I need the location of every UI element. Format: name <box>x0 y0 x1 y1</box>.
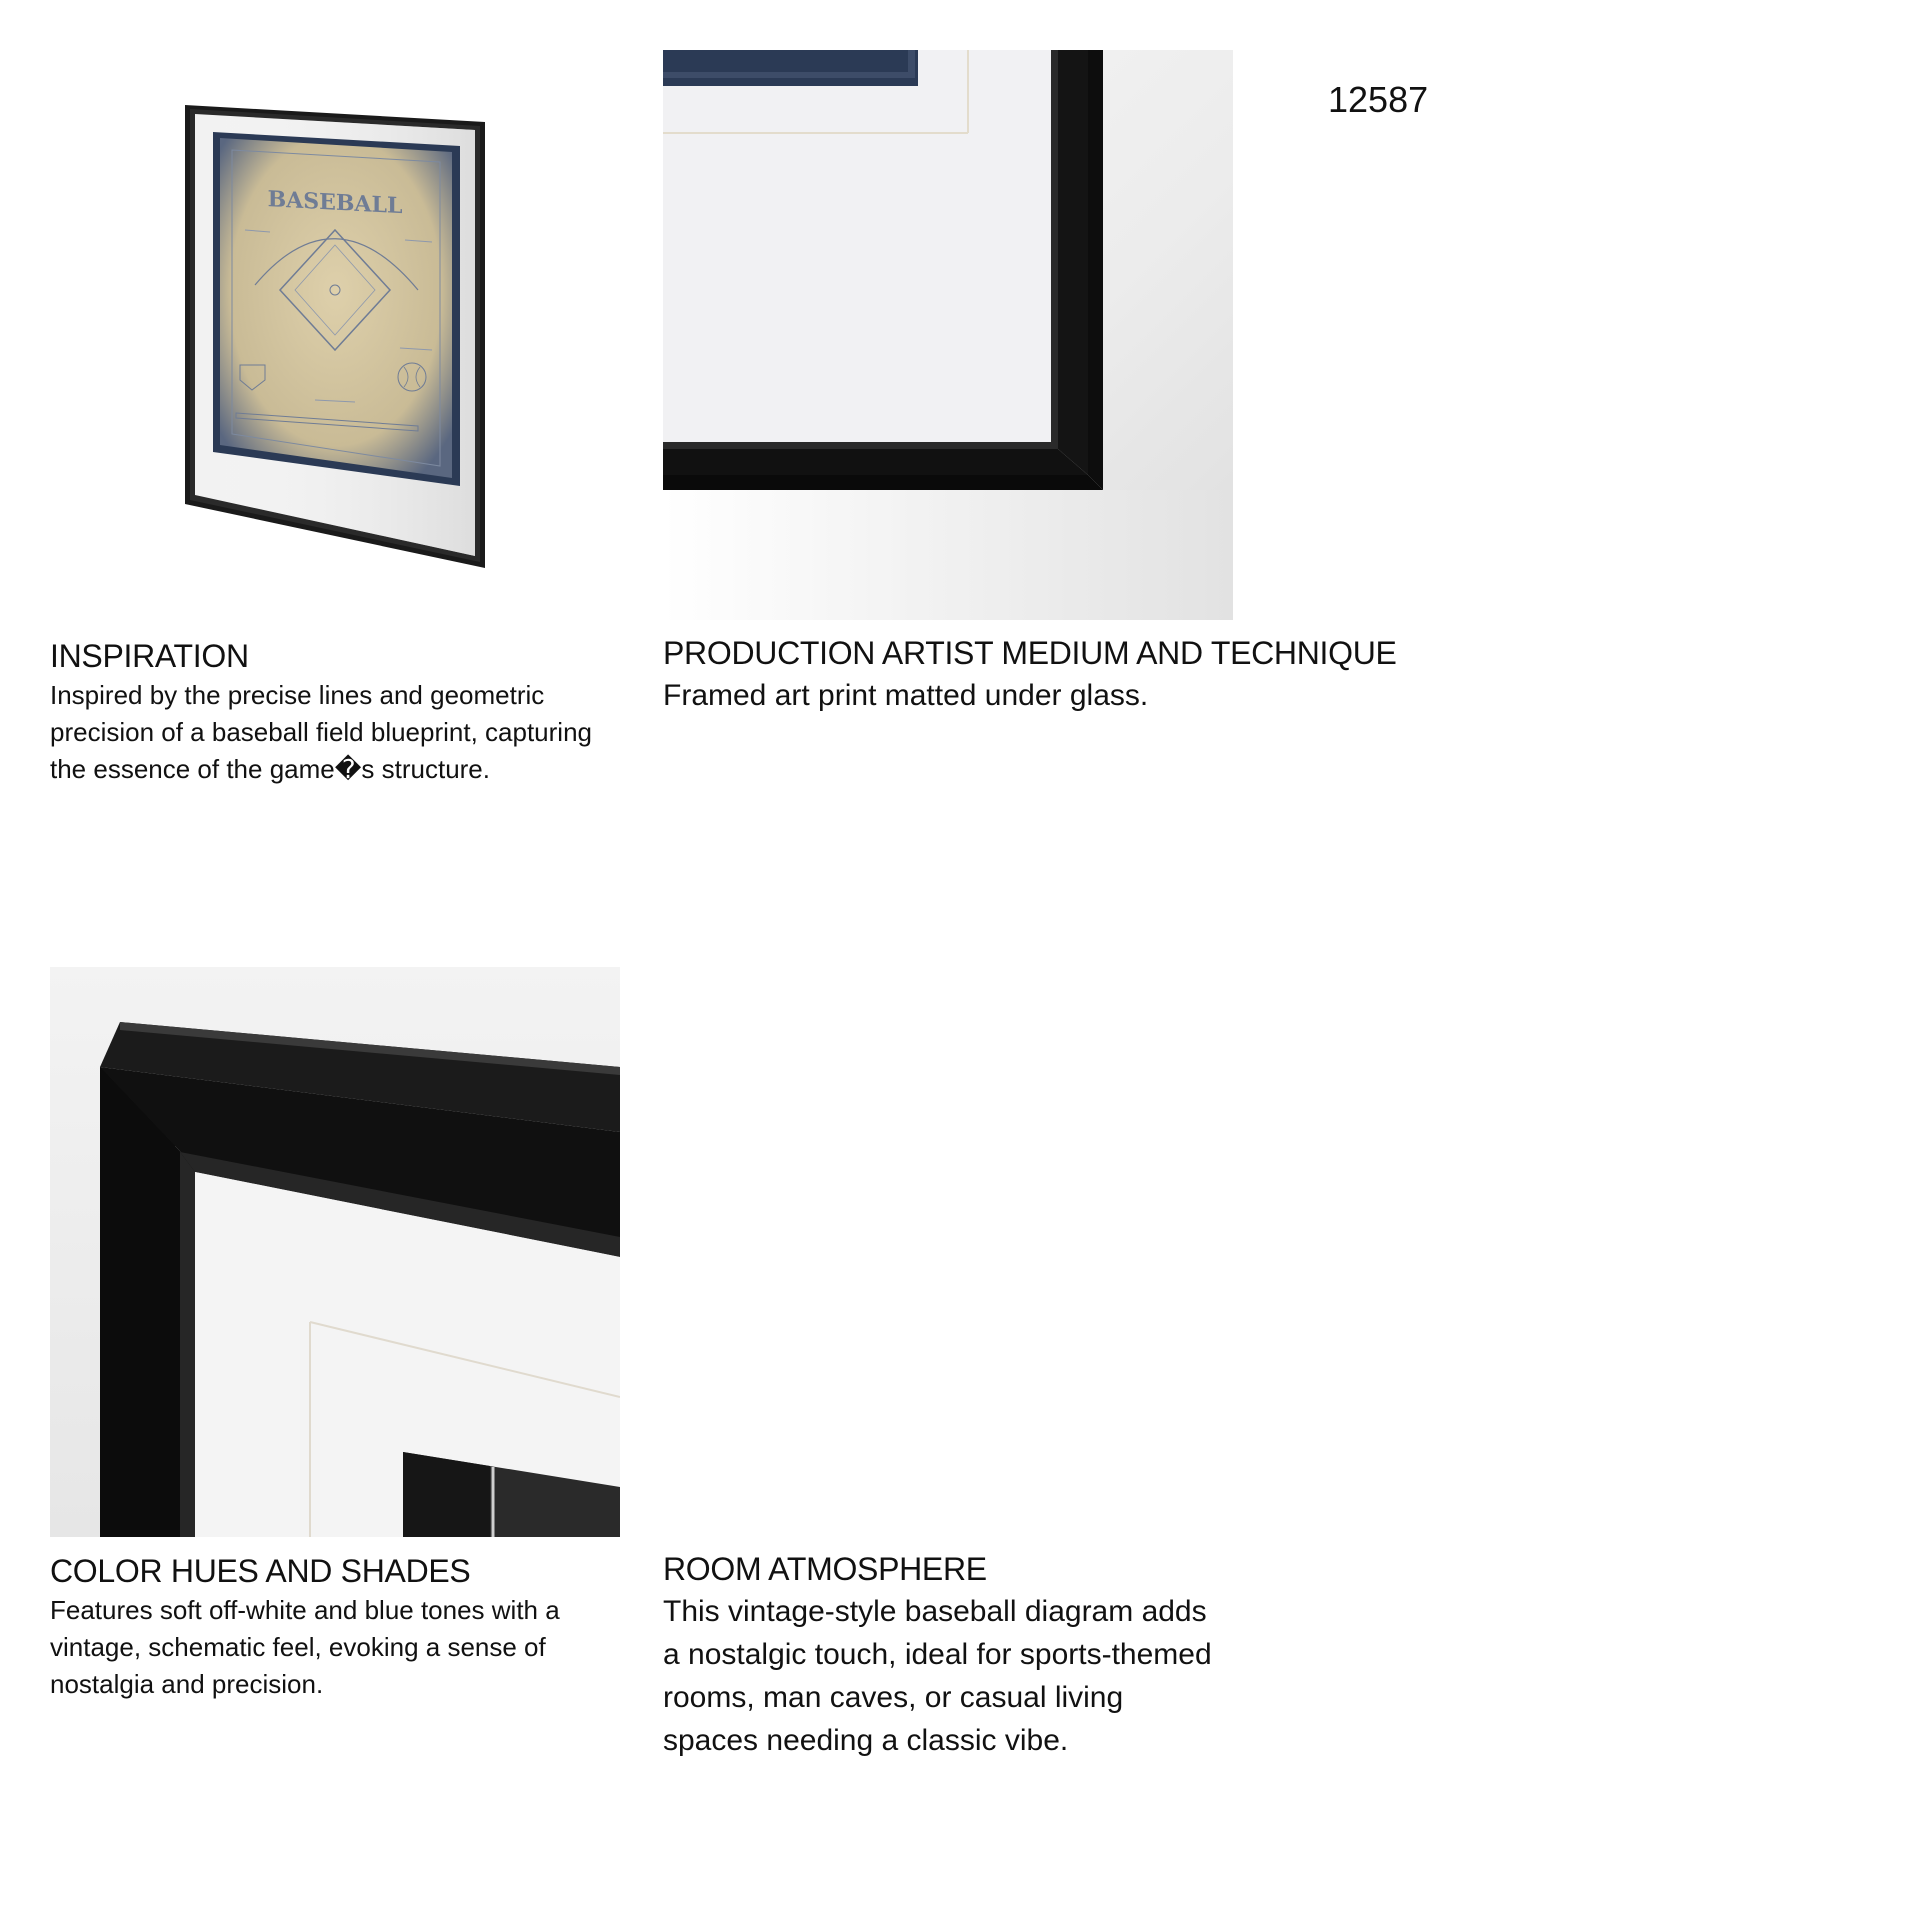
room-section <box>663 1550 1223 1762</box>
frame-corner-detail-photo <box>663 50 1233 620</box>
color-text: Features soft off-white and blue tones with a vintage, schematic feel, evoking a sense of nostalgia and precision. <box>50 1595 560 1699</box>
inspiration-section <box>50 637 630 788</box>
inspiration-text: Inspired by the precise lines and geometric precision of a baseball field blueprint, capturing the essence of the game�s structure. <box>50 680 593 784</box>
inspiration-heading: INSPIRATION <box>50 638 249 674</box>
color-section <box>50 1552 630 1703</box>
frame-top-corner-photo <box>50 967 620 1537</box>
production-heading: PRODUCTION ARTIST MEDIUM AND TECHNIQUE <box>663 635 1397 671</box>
production-text: Framed art print matted under glass. <box>663 679 1149 712</box>
room-heading: ROOM ATMOSPHERE <box>663 1551 987 1587</box>
room-text: This vintage-style baseball diagram adds a nostalgic touch, ideal for sports-themed rooms, man caves, or casual living spaces needing a classic vibe. <box>663 1595 1212 1757</box>
framed-print-photo <box>150 80 495 580</box>
color-heading: COLOR HUES AND SHADES <box>50 1553 471 1589</box>
product-sku: 12587 <box>1328 79 1429 120</box>
production-section <box>663 634 1397 717</box>
print-title: BASEBALL <box>267 186 403 220</box>
